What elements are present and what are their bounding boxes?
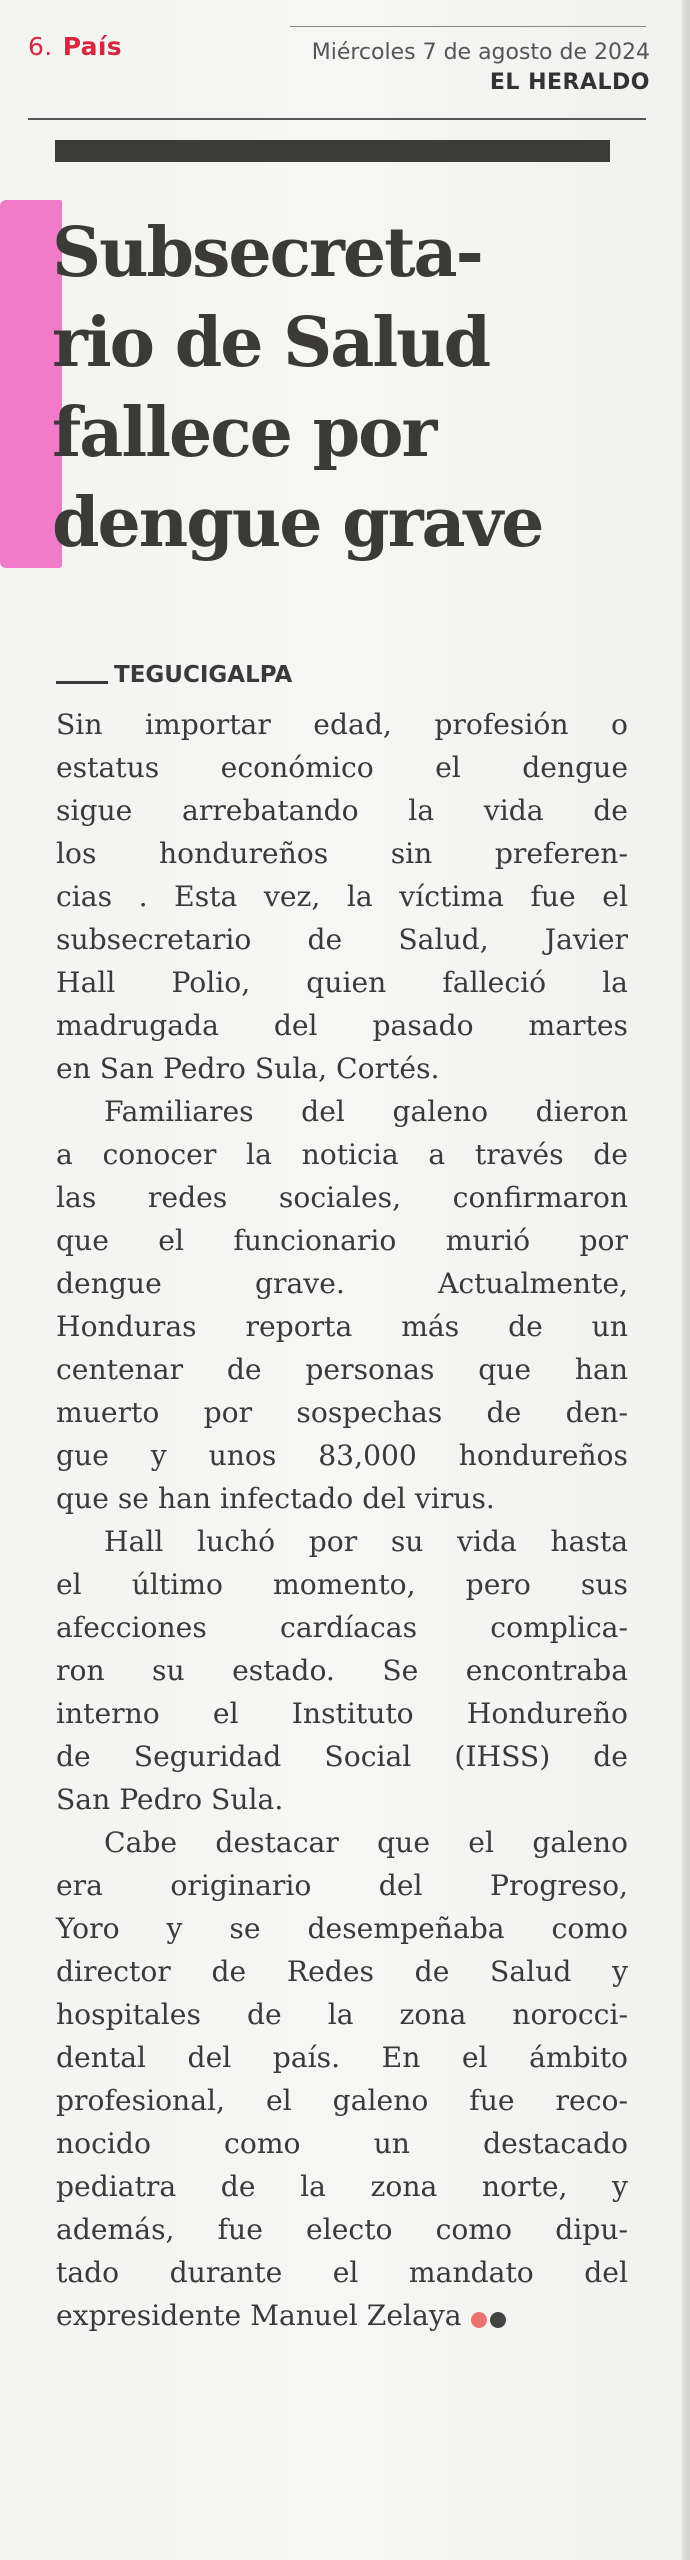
dateline: [56, 662, 292, 688]
body-line: Hall Polio, quien falleció la: [56, 966, 628, 999]
dateline-city: TEGUCIGALPA: [114, 662, 293, 688]
end-dot-icon: [490, 2312, 506, 2328]
headline-line: dengue grave: [52, 483, 543, 563]
body-line: director de Redes de Salud y: [56, 1955, 628, 1988]
body-line: Cabe destacar que el galeno: [104, 1826, 628, 1859]
body-line: nocido como un destacado: [56, 2127, 628, 2160]
headline: [52, 208, 652, 568]
body-line: madrugada del pasado martes: [56, 1009, 628, 1042]
body-line: subsecretario de Salud, Javier: [56, 923, 628, 956]
headline-line: Subsecreta-: [52, 213, 482, 293]
article-body: [56, 703, 628, 2339]
body-line: Yoro y se desempeñaba como: [56, 1912, 628, 1945]
body-line: que el funcionario murió por: [56, 1224, 628, 1257]
body-line: tado durante el mandato del: [56, 2256, 628, 2289]
body-line: muerto por sospechas de den-: [56, 1396, 628, 1429]
body-line: profesional, el galeno fue reco-: [56, 2084, 628, 2117]
body-line: Honduras reporta más de un: [56, 1310, 628, 1343]
body-line: ron su estado. Se encontraba: [56, 1654, 628, 1687]
headline-bar: [55, 140, 610, 162]
body-line: de Seguridad Social (IHSS) de: [56, 1740, 628, 1773]
header-rule: [28, 118, 646, 120]
body-line: a conocer la noticia a través de: [56, 1138, 628, 1171]
end-dot-icon: [471, 2312, 487, 2328]
body-line: las redes sociales, confirmaron: [56, 1181, 628, 1214]
body-line: era originario del Progreso,: [56, 1869, 628, 1902]
body-line: expresidente Manuel Zelaya: [56, 2294, 628, 2339]
page-section-label: [28, 32, 122, 61]
body-line: dengue grave. Actualmente,: [56, 1267, 628, 1300]
body-line: además, fue electo como dipu-: [56, 2213, 628, 2246]
dateline-dash: [56, 681, 108, 684]
body-line: Sin importar edad, profesión o: [56, 708, 628, 741]
body-line: estatus económico el dengue: [56, 751, 628, 784]
body-line: centenar de personas que han: [56, 1353, 628, 1386]
header-top-rule: [290, 26, 646, 27]
body-line: los hondureños sin preferen-: [56, 837, 628, 870]
body-line: gue y unos 83,000 hondureños: [56, 1439, 628, 1472]
headline-line: rio de Salud: [52, 303, 490, 383]
body-line: cias . Esta vez, la víctima fue el: [56, 880, 628, 913]
body-line: hospitales de la zona norocci-: [56, 1998, 628, 2031]
body-line: sigue arrebatando la vida de: [56, 794, 628, 827]
issue-date: Miércoles 7 de agosto de 2024: [311, 40, 650, 65]
headline-line: fallece por: [52, 393, 436, 473]
body-line: pediatra de la zona norte, y: [56, 2170, 628, 2203]
body-line: el último momento, pero sus: [56, 1568, 628, 1601]
newspaper-name: EL HERALDO: [489, 70, 650, 95]
end-of-article-icon: [468, 2296, 506, 2339]
body-line: dental del país. En el ámbito: [56, 2041, 628, 2074]
body-line: interno el Instituto Hondureño: [56, 1697, 628, 1730]
body-line: San Pedro Sula.: [56, 1783, 284, 1816]
body-line: que se han infectado del virus.: [56, 1482, 495, 1515]
body-line: en San Pedro Sula, Cortés.: [56, 1052, 440, 1085]
body-line: Familiares del galeno dieron: [104, 1095, 628, 1128]
page-edge: [682, 0, 690, 2560]
body-line: afecciones cardíacas complica-: [56, 1611, 628, 1644]
section-name: País: [62, 32, 122, 61]
body-line: Hall luchó por su vida hasta: [104, 1525, 628, 1558]
page-number: 6.: [28, 32, 53, 61]
